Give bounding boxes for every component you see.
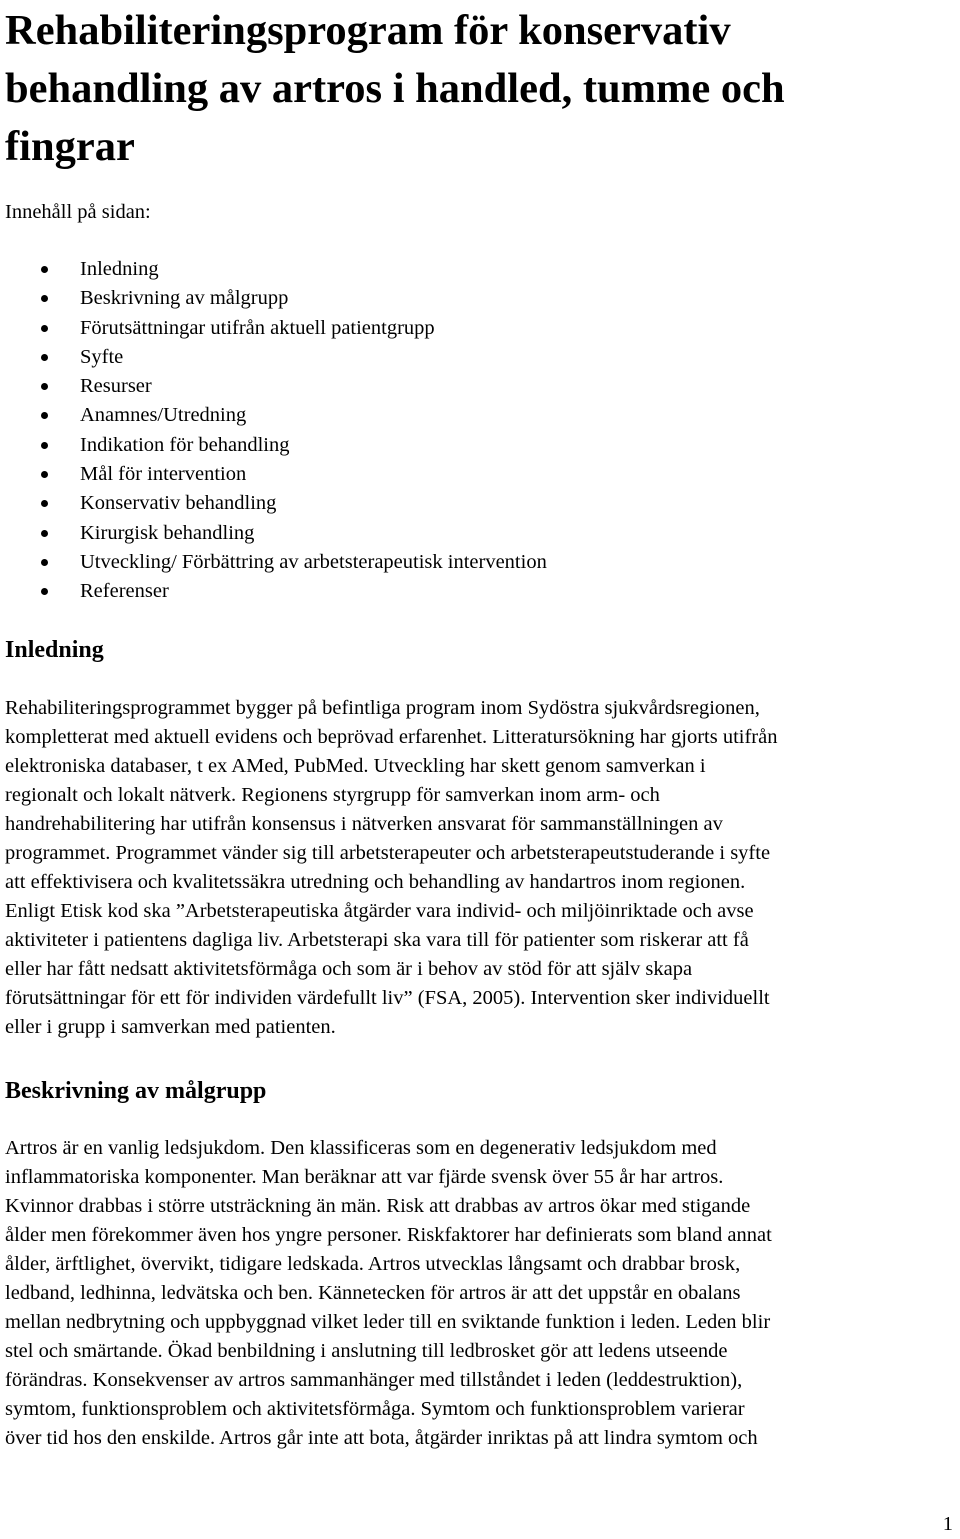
bullet-icon	[41, 559, 48, 566]
text-line: förändras. Konsekvenser av artros sammanhänger med tillståndet i leden (leddestruktion),	[5, 1369, 743, 1391]
section-body-malgrupp	[5, 1134, 957, 1453]
text-line: Artros är en vanlig ledsjukdom. Den klassificeras som en degenerativ ledsjukdom med	[5, 1137, 717, 1159]
toc-item[interactable]	[5, 255, 547, 284]
toc-item[interactable]	[5, 284, 547, 313]
page-number: 1	[942, 1513, 953, 1535]
toc-item-label: Syfte	[80, 345, 124, 368]
bullet-icon	[41, 442, 48, 449]
document-title	[5, 0, 957, 176]
text-line: Rehabiliteringsprogrammet bygger på befintliga program inom Sydöstra sjukvårdsregionen,	[5, 697, 760, 719]
bullet-icon	[41, 354, 48, 361]
text-line: inflammatoriska komponenter. Man beräknar att var fjärde svensk över 55 år har artros.	[5, 1166, 724, 1188]
toc-item[interactable]	[5, 314, 547, 343]
toc-item-label: Konservativ behandling	[80, 492, 277, 515]
toc-item-label: Utveckling/ Förbättring av arbetsterapeutisk intervention	[80, 550, 547, 573]
toc-item[interactable]	[5, 460, 547, 489]
title-line: Rehabiliteringsprogram för konservativ	[5, 7, 731, 54]
text-line: stel och smärtande. Ökad benbildning i anslutning till ledbrosket gör att ledens utseende	[5, 1340, 728, 1362]
toc-item-label: Referenser	[80, 580, 169, 603]
toc-item-label: Mål för intervention	[80, 463, 247, 486]
text-line: eller i grupp i samverkan med patienten.	[5, 1016, 336, 1038]
toc-item[interactable]	[5, 401, 547, 430]
bullet-icon	[41, 266, 48, 273]
bullet-icon	[41, 383, 48, 390]
toc-item[interactable]	[5, 489, 547, 518]
title-line: fingrar	[5, 123, 135, 170]
toc-item[interactable]	[5, 431, 547, 460]
title-line: behandling av artros i handled, tumme och	[5, 65, 785, 112]
toc-item[interactable]	[5, 548, 547, 577]
bullet-icon	[41, 412, 48, 419]
toc-item-label: Förutsättningar utifrån aktuell patientgrupp	[80, 316, 435, 339]
text-line: över tid hos den enskilde. Artros går inte att bota, åtgärder inriktas på att lindra symtom och	[5, 1427, 758, 1449]
text-line: mellan nedbrytning och uppbyggnad vilket leder till en sviktande funktion i leden. Leden blir	[5, 1311, 771, 1333]
toc-item[interactable]	[5, 577, 547, 606]
toc-item-label: Kirurgisk behandling	[80, 521, 255, 544]
text-line: eller har fått nedsatt aktivitetsförmåga och som är i behov av stöd för att själv skapa	[5, 958, 693, 980]
section-body-inledning	[5, 694, 957, 1042]
toc-item-label: Resurser	[80, 375, 152, 398]
text-line: Kvinnor drabbas i större utsträckning än män. Risk att drabbas av artros ökar med stigande	[5, 1195, 751, 1217]
bullet-icon	[41, 471, 48, 478]
document-page	[5, 0, 957, 1535]
bullet-icon	[41, 530, 48, 537]
toc-item[interactable]	[5, 343, 547, 372]
toc-label: Innehåll på sidan:	[5, 201, 151, 223]
text-line: att effektivisera och kvalitetssäkra utredning och behandling av handartros inom regionen.	[5, 871, 746, 893]
toc-item[interactable]	[5, 372, 547, 401]
toc-item-label: Indikation för behandling	[80, 433, 290, 456]
section-heading-malgrupp: Beskrivning av målgrupp	[5, 1078, 267, 1104]
bullet-icon	[41, 325, 48, 332]
bullet-icon	[41, 500, 48, 507]
table-of-contents	[5, 255, 547, 607]
toc-item-label: Inledning	[80, 258, 159, 280]
text-line: aktiviteter i patientens dagliga liv. Arbetsterapi ska vara till för patienter som riskerar att få	[5, 929, 749, 951]
bullet-icon	[41, 588, 48, 595]
text-line: förutsättningar för ett för individen värdefullt liv” (FSA, 2005). Intervention sker individuellt	[5, 987, 770, 1009]
text-line: handrehabilitering har utifrån konsensus i nätverken ansvarat för sammanställningen av	[5, 813, 723, 835]
toc-item[interactable]	[5, 519, 547, 548]
section-heading-inledning: Inledning	[5, 637, 104, 663]
bullet-icon	[41, 295, 48, 302]
text-line: ålder men förekommer även hos yngre personer. Riskfaktorer har definierats som bland annat	[5, 1224, 772, 1246]
text-line: kompletterat med aktuell evidens och beprövad erfarenhet. Litteratursökning har gjorts utifrån	[5, 726, 778, 748]
text-line: elektroniska databaser, t ex AMed, PubMed. Utveckling har skett genom samverkan i	[5, 755, 706, 777]
toc-item-label: Anamnes/Utredning	[80, 404, 247, 427]
text-line: ålder, ärftlighet, övervikt, tidigare ledskada. Artros utvecklas långsamt och drabbar brosk,	[5, 1253, 741, 1275]
text-line: symtom, funktionsproblem och aktivitetsförmåga. Symtom och funktionsproblem varierar	[5, 1398, 745, 1420]
text-line: ledband, ledhinna, ledvätska och ben. Kännetecken för artros är att det uppstår en obalans	[5, 1282, 741, 1304]
text-line: regionalt och lokalt nätverk. Regionens styrgrupp för samverkan inom arm- och	[5, 784, 660, 806]
toc-item-label: Beskrivning av målgrupp	[80, 287, 289, 310]
text-line: Enligt Etisk kod ska ”Arbetsterapeutiska åtgärder vara individ- och miljöinriktade och avse	[5, 900, 754, 922]
text-line: programmet. Programmet vänder sig till arbetsterapeuter och arbetsterapeutstuderande i syfte	[5, 842, 771, 864]
